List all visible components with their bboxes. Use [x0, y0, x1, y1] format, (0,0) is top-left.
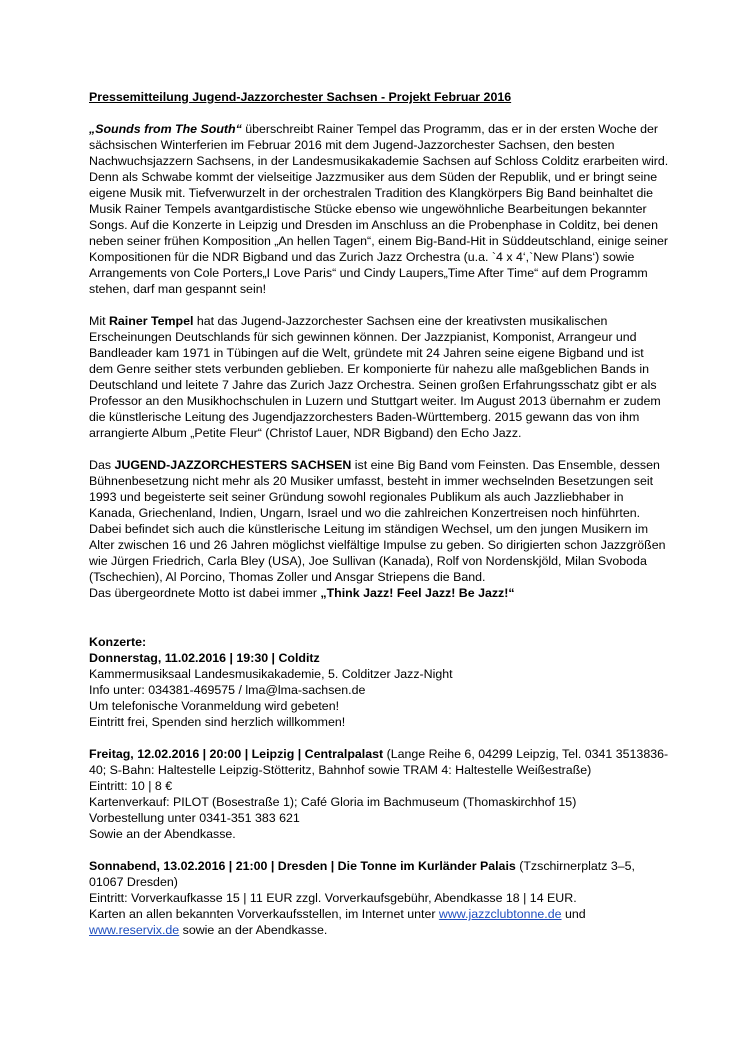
leipzig-header-line — [89, 746, 669, 778]
spacer — [89, 601, 669, 634]
motto-line — [89, 585, 669, 601]
concerts-heading: Konzerte: — [89, 635, 147, 649]
dresden-ticket-info — [89, 906, 669, 938]
leipzig-admission: Eintritt: 10 | 8 € — [89, 779, 173, 793]
colditz-info: Info unter: 034381-469575 / lma@lma-sachsen.de — [89, 683, 366, 697]
program-name: „Sounds from The South“ — [89, 122, 242, 136]
bio-paragraph — [89, 313, 669, 441]
leipzig-box-office: Sowie an der Abendkasse. — [89, 827, 236, 841]
document-page — [89, 89, 669, 938]
dresden-admission: Eintritt: Vorverkaufkasse 15 | 11 EUR zzgl. Vorverkaufsgebühr, Abendkasse 18 | 14 EUR. — [89, 891, 577, 905]
dresden-header-detail: (Tzschirnerplatz 3–5, 01067 Dresden) — [89, 859, 635, 889]
leipzig-header: Freitag, 12.02.2016 | 20:00 | Leipzig | Centralpalast — [89, 747, 384, 761]
intro-text: überschreibt Rainer Tempel das Programm, das er in der ersten Woche der sächsischen Winterferien im Februar 2016 mit dem Jugend-Jazzorchester Sachsen, den besten Nachwuchsjazzern Sachsens, in der Landesmusikakademie Sachsen auf Schloss Colditz erarbeiten wird. Denn als Schwabe kommt der vielseitige Jazzmusiker aus dem Süden der Republik, und er bringt seine eigene Musik mit. Tiefverwurzelt in der orchestralen Tradition des Klangkörpers Big Band beinhaltet die Musik Rainer Tempels avantgardistische Stücke ebenso wie ungewöhnliche Bearbeitungen bekannter Songs. Auf die Konzerte in Leipzig und Dresden im Anschluss an die Probenphase in Colditz, bei denen neben seiner frühen Komposition „An hellen Tagen“, einem Big-Band-Hit in Süddeutschland, einige seiner Kompositionen für die NDR Bigband und das Zurich Jazz Orchestra (u.a. `4 x 4‘,`New Plans‘) sowie Arrangements von Cole Porters„I Love Paris“ und Cindy Laupers„Time After Time“ auf dem Programm stehen, darf man gespannt sein! — [89, 122, 669, 296]
dresden-ticket-mid: und — [561, 907, 586, 921]
bio-text: hat das Jugend-Jazzorchester Sachsen eine der kreativsten musikalischen Erscheinungen Deutschlands für sich gewinnen können. Der Jazzpianist, Komponist, Arrangeur und Bandleader kam 1971 in Tübingen auf die Welt, gründete mit 24 Jahren seine eigene Bigband und ist dem Genre seither stets verbunden geblieben. Er komponierte für nahezu alle maßgeblichen Bands in Deutschland und leitete 7 Jahre das Zurich Jazz Orchestra. Seinen großen Erfahrungsschatz gibt er als Professor an den Musikhochschulen in Luzern und Stuttgart weiter. Im August 2013 übernahm er zudem die künstlerische Leitung des Jugendjazzorchesters Baden-Württemberg. 2015 gewann das von ihm arrangierte Album „Petite Fleur“ (Christof Lauer, NDR Bigband) den Echo Jazz. — [89, 314, 661, 440]
leipzig-ticket-sales: Kartenverkauf: PILOT (Bosestraße 1); Café Gloria im Bachmuseum (Thomaskirchhof 15) — [89, 795, 577, 809]
leipzig-preorder: Vorbestellung unter 0341-351 383 621 — [89, 811, 300, 825]
ensemble-prefix: Das — [89, 458, 115, 472]
concert-colditz — [89, 634, 669, 730]
intro-paragraph — [89, 121, 669, 297]
colditz-admission: Eintritt frei, Spenden sind herzlich willkommen! — [89, 715, 346, 729]
dresden-ticket-suffix: sowie an der Abendkasse. — [179, 923, 328, 937]
jazzclubtonne-link[interactable]: www.jazzclubtonne.de — [438, 907, 562, 921]
colditz-venue: Kammermusiksaal Landesmusikakademie, 5. Colditzer Jazz-Night — [89, 667, 453, 681]
ensemble-name: JUGEND-JAZZORCHESTERS SACHSEN — [114, 458, 352, 472]
ensemble-paragraph — [89, 457, 669, 585]
motto: „Think Jazz! Feel Jazz! Be Jazz!“ — [320, 586, 515, 600]
concert-leipzig — [89, 746, 669, 842]
leipzig-header-detail: (Lange Reihe 6, 04299 Leipzig, Tel. 0341 3513836-40; S-Bahn: Haltestelle Leipzig-Stötteritz, Bahnhof sowie TRAM 4: Haltestelle Weißestraße) — [89, 747, 669, 777]
dresden-header: Sonnabend, 13.02.2016 | 21:00 | Dresden | Die Tonne im Kurländer Palais — [89, 859, 516, 873]
colditz-header: Donnerstag, 11.02.2016 | 19:30 | Colditz — [89, 651, 320, 665]
dresden-header-line — [89, 858, 669, 890]
ensemble-text: ist eine Big Band vom Feinsten. Das Ensemble, dessen Bühnenbesetzung nicht mehr als 20 Musiker umfasst, besteht in immer wechselnden Besetzungen seit 1993 und begeisterte seit seiner Gründung sowohl regionales Publikum als auch Jazzliebhaber in Kanada, Griechenland, Indien, Ungarn, Israel und wo die zahlreichen Konzertreisen noch hinführten. Dabei befindet sich auch die künstlerische Leitung im ständigen Wechsel, um den jungen Musikern im Alter zwischen 16 und 26 Jahren möglichst vielfältige Impulse zu geben. So dirigierten schon Jazzgrößen wie Jürgen Friedrich, Carla Bley (USA), Joe Sullivan (Kanada), Rolf von Nordenskjöld, Milan Svoboda (Tschechien), Al Porcino, Thomas Zoller und Ansgar Striepens die Band. — [89, 458, 666, 584]
motto-prefix: Das übergeordnete Motto ist dabei immer — [89, 586, 321, 600]
bio-name: Rainer Tempel — [108, 314, 194, 328]
bio-prefix: Mit — [89, 314, 109, 328]
press-release-title: Pressemitteilung Jugend-Jazzorchester Sachsen - Projekt Februar 2016 — [89, 90, 512, 104]
reservix-link[interactable]: www.reservix.de — [89, 923, 180, 937]
colditz-registration: Um telefonische Voranmeldung wird gebeten! — [89, 699, 340, 713]
concert-dresden — [89, 858, 669, 938]
dresden-ticket-prefix: Karten an allen bekannten Vorverkaufsstellen, im Internet unter — [89, 907, 439, 921]
